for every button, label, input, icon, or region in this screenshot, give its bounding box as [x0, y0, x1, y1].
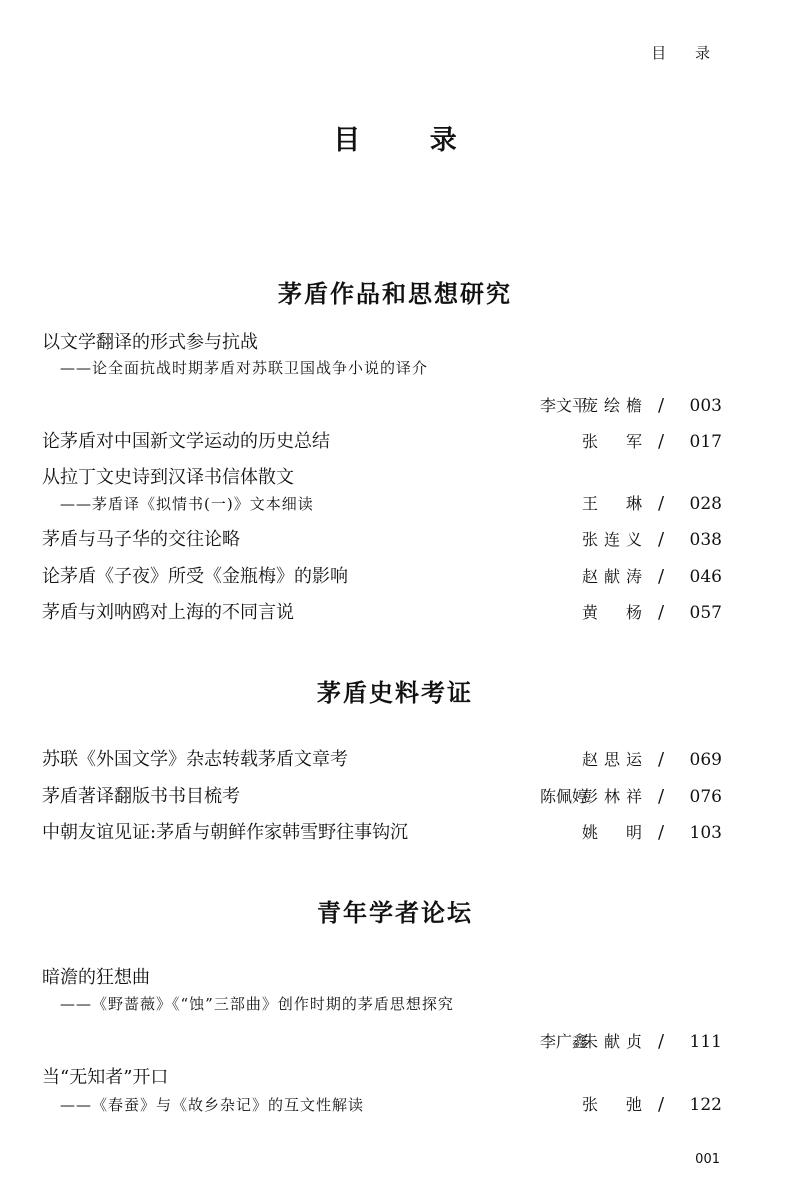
slash-separator: /	[658, 395, 665, 416]
entry-title[interactable]: 中朝友谊见证:茅盾与朝鲜作家韩雪野往事钩沉	[42, 822, 409, 843]
toc-row	[42, 492, 722, 516]
entry-title[interactable]: 暗澹的狂想曲	[42, 967, 150, 988]
page-number[interactable]: 046	[689, 567, 722, 587]
entry-title[interactable]: 论茅盾《子夜》所受《金瓶梅》的影响	[42, 566, 348, 587]
section-title: 青年学者论坛	[317, 899, 473, 927]
section-title: 茅盾史料考证	[317, 679, 473, 707]
entry-author-secondary: 李广鑫	[539, 1032, 588, 1051]
page-number[interactable]: 111	[689, 1032, 722, 1052]
entry-title[interactable]: 以文学翻译的形式参与抗战	[42, 332, 258, 353]
page-number[interactable]: 003	[689, 396, 722, 416]
entry-author-secondary: 陈佩婷	[539, 787, 588, 806]
entry-author: 赵思运	[582, 750, 642, 769]
toc-row	[42, 748, 722, 772]
page-title: 目 录	[333, 125, 487, 156]
running-head: 目 录	[651, 44, 722, 62]
slash-separator: /	[658, 493, 665, 514]
entry-title[interactable]: 茅盾与刘呐鸥对上海的不同言说	[42, 602, 294, 623]
toc-row	[42, 430, 722, 454]
entry-author: 张 弛	[582, 1095, 642, 1114]
page-folio: 001	[695, 1152, 720, 1167]
toc-row	[42, 785, 722, 809]
slash-separator: /	[658, 749, 665, 770]
page-number[interactable]: 038	[689, 530, 722, 550]
entry-title[interactable]: 论茅盾对中国新文学运动的历史总结	[42, 431, 330, 452]
section-title: 茅盾作品和思想研究	[278, 280, 512, 308]
page-number[interactable]: 069	[689, 750, 722, 770]
toc-row	[42, 528, 722, 552]
toc-row	[42, 1030, 722, 1054]
entry-author: 庞绘檐	[582, 396, 642, 415]
toc-row	[42, 601, 722, 625]
entry-author: 张 军	[582, 432, 642, 451]
entry-title[interactable]: 当“无知者”开口	[42, 1067, 169, 1088]
entry-subtitle: ——茅盾译《拟情书(一)》文本细读	[60, 495, 314, 513]
slash-separator: /	[658, 602, 665, 623]
page-number[interactable]: 076	[689, 787, 722, 807]
toc-row	[42, 1093, 722, 1117]
entry-author: 张连义	[582, 530, 642, 549]
entry-title[interactable]: 茅盾与马子华的交往论略	[42, 529, 240, 550]
slash-separator: /	[658, 566, 665, 587]
toc-row	[42, 821, 722, 845]
toc-row	[42, 565, 722, 589]
entry-subtitle: ——《春蚕》与《故乡杂记》的互文性解读	[60, 1096, 365, 1114]
entry-subtitle: ——论全面抗战时期茅盾对苏联卫国战争小说的译介	[60, 359, 429, 377]
page-number[interactable]: 028	[689, 494, 722, 514]
slash-separator: /	[658, 1031, 665, 1052]
entry-title[interactable]: 苏联《外国文学》杂志转载茅盾文章考	[42, 749, 348, 770]
entry-author: 黄 杨	[582, 603, 642, 622]
entry-author: 彭林祥	[582, 787, 642, 806]
page-number[interactable]: 057	[689, 603, 722, 623]
entry-author: 朱献贞	[582, 1032, 642, 1051]
page-number[interactable]: 103	[689, 823, 722, 843]
entry-title[interactable]: 从拉丁文史诗到汉译书信体散文	[42, 467, 294, 488]
entry-title[interactable]: 茅盾著译翻版书书目梳考	[42, 786, 240, 807]
slash-separator: /	[658, 822, 665, 843]
slash-separator: /	[658, 1094, 665, 1115]
page-number[interactable]: 017	[689, 432, 722, 452]
toc-row	[42, 394, 722, 418]
slash-separator: /	[658, 786, 665, 807]
entry-author: 姚 明	[582, 823, 642, 842]
entry-author: 王 琳	[582, 494, 642, 513]
entry-subtitle: ——《野蔷薇》《“蚀”三部曲》创作时期的茅盾思想探究	[60, 995, 454, 1013]
entry-author: 赵献涛	[582, 567, 642, 586]
slash-separator: /	[658, 431, 665, 452]
page-number[interactable]: 122	[689, 1095, 722, 1115]
entry-author-secondary: 李文平	[539, 396, 588, 415]
slash-separator: /	[658, 529, 665, 550]
